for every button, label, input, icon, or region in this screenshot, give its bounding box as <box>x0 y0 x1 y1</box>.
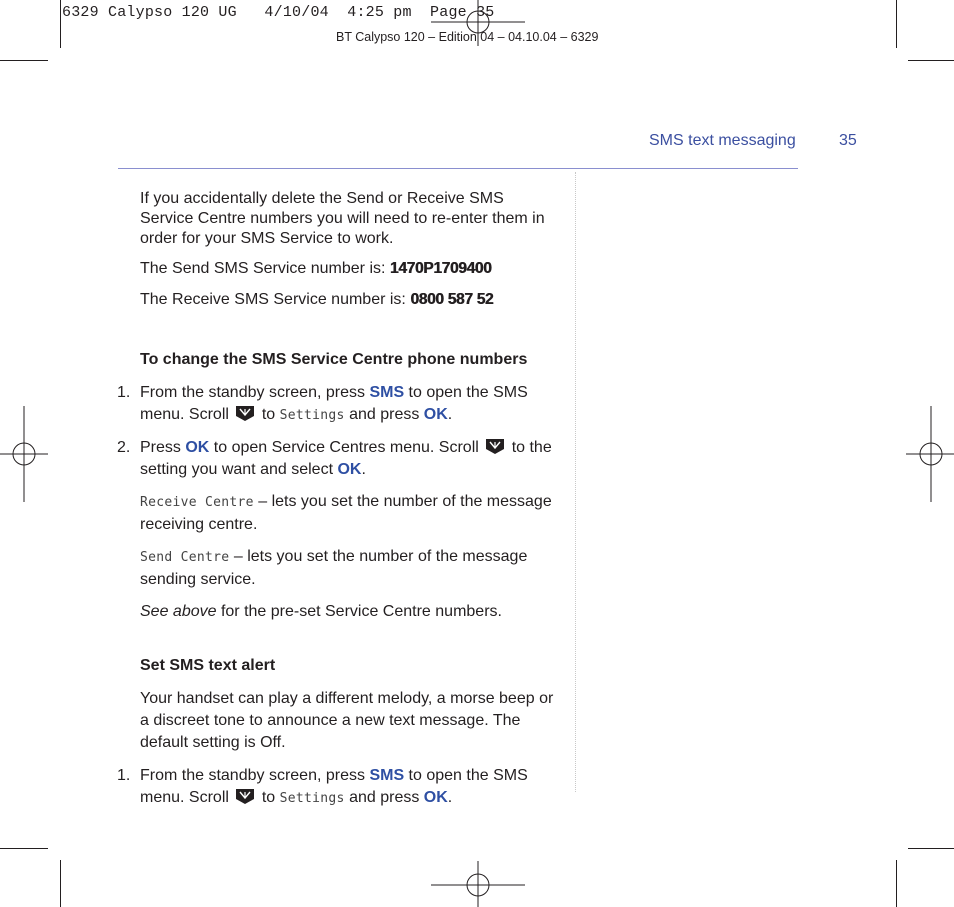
text-alert-paragraph: Your handset can play a different melody, a morse beep or a discreet tone to announce a new text message. The default setting is Off. <box>140 690 554 751</box>
ok-key-label: OK <box>337 461 362 478</box>
crop-mark <box>896 860 897 907</box>
receive-number-value: 0800 587 52 <box>410 291 494 308</box>
crop-mark <box>60 0 61 48</box>
step-text: to <box>257 789 280 806</box>
lcd-receive-centre: Receive Centre <box>140 495 254 510</box>
printer-slug: 6329 Calypso 120 UG 4/10/04 4:25 pm Page 35 <box>62 4 495 21</box>
step-text: and press <box>344 789 424 806</box>
scroll-down-key-icon <box>235 788 255 805</box>
step-number: 1. <box>117 384 131 401</box>
description-text: – lets you set the number of the message receiving centre. <box>140 493 552 533</box>
scroll-down-key-icon <box>485 438 505 455</box>
lcd-settings: Settings <box>279 791 345 806</box>
step-text: to the setting you want and select <box>140 439 552 478</box>
send-centre-description <box>140 546 560 591</box>
intro-paragraph: If you accidentally delete the Send or Receive SMS Service Centre numbers you will need to re-enter them in order for your SMS Service to work. <box>140 190 545 247</box>
ok-key-label: OK <box>423 789 448 806</box>
receive-centre-description <box>140 491 560 536</box>
ok-key-label: OK <box>185 439 210 456</box>
send-number-value: 1470P1709400 <box>389 260 492 277</box>
column-divider <box>575 172 576 792</box>
crop-mark <box>0 848 48 849</box>
step-number: 1. <box>117 767 131 784</box>
step-text: to open the SMS menu. Scroll <box>140 767 528 806</box>
lcd-send-centre: Send Centre <box>140 550 230 565</box>
step-service-centre-2 <box>140 437 560 481</box>
scroll-down-key-icon <box>235 405 255 422</box>
crop-mark <box>908 60 954 61</box>
step-text: From the standby screen, press <box>140 384 370 401</box>
receive-number-line <box>140 290 560 310</box>
registration-mark-icon <box>906 406 954 502</box>
crop-mark <box>908 848 954 849</box>
step-text: . <box>361 461 366 478</box>
step-service-centre-1 <box>140 382 560 427</box>
step-text-alert-1 <box>140 765 560 810</box>
step-number: 2. <box>117 439 131 456</box>
crop-mark <box>0 60 48 61</box>
registration-mark-icon <box>431 0 525 46</box>
step-text: to <box>257 406 280 423</box>
section-heading-text-alert: Set SMS text alert <box>140 657 276 674</box>
crop-mark <box>896 0 897 48</box>
section-heading-service-centre: To change the SMS Service Centre phone numbers <box>140 351 528 368</box>
registration-mark-icon <box>0 406 48 502</box>
sms-key-label: SMS <box>369 767 405 784</box>
lcd-settings: Settings <box>279 408 345 423</box>
step-text: . <box>447 789 453 806</box>
edition-line: BT Calypso 120 – Edition 04 – 04.10.04 – 6329 <box>336 30 599 44</box>
header-rule <box>118 168 798 169</box>
see-above-italic: See above <box>140 603 217 620</box>
section-title: SMS text messaging <box>649 132 796 149</box>
note-text: for the pre-set Service Centre numbers. <box>216 603 502 620</box>
sms-key-label: SMS <box>369 384 405 401</box>
step-text: to open Service Centres menu. Scroll <box>209 439 484 456</box>
step-text: and press <box>344 406 424 423</box>
ok-key-label: OK <box>423 406 448 423</box>
send-number-line <box>140 259 560 279</box>
step-text: . <box>447 406 453 423</box>
registration-mark-icon <box>431 861 525 907</box>
step-text: to open the SMS menu. Scroll <box>140 384 528 423</box>
step-text: Press <box>140 439 186 456</box>
crop-mark <box>60 860 61 907</box>
see-above-note <box>140 601 560 623</box>
step-text: From the standby screen, press <box>140 767 370 784</box>
description-text: – lets you set the number of the message sending service. <box>140 548 528 588</box>
page-number: 35 <box>839 132 857 149</box>
send-number-label: The Send SMS Service number is: <box>140 260 390 277</box>
receive-number-label: The Receive SMS Service number is: <box>140 291 411 308</box>
